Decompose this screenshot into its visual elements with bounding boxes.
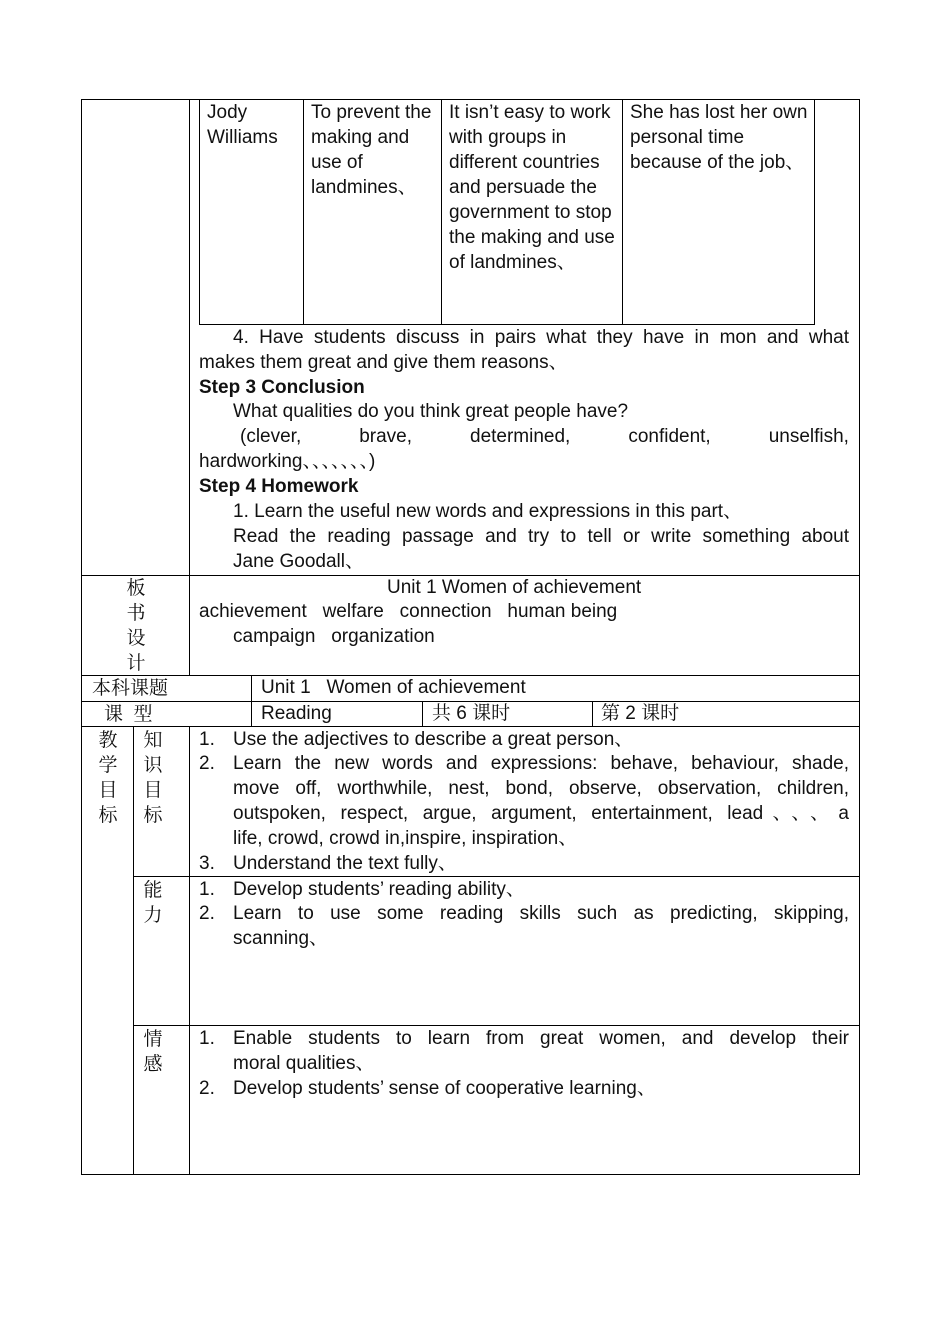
table-border	[133, 726, 134, 1175]
step3-question: What qualities do you think great people have?	[233, 401, 629, 422]
board-line1: achievement welfare connection human being	[199, 601, 618, 622]
table-border	[189, 99, 190, 676]
list-number: 1.	[199, 1028, 215, 1049]
quality-word: determined,	[470, 426, 571, 447]
step4-item1: 1. Learn the useful new words and expressions in this part、	[233, 501, 743, 522]
table-cell: Jody Williams	[207, 102, 278, 148]
list-item: Enable students to learn from great women, and develop their	[233, 1028, 849, 1049]
list-item: Understand the text fully、	[233, 853, 457, 874]
list-item: scanning、	[233, 928, 329, 949]
list-item: Learn to use some reading skills such as predicting, skipping,	[233, 903, 849, 924]
step4-heading: Step 4 Homework	[199, 476, 359, 497]
table-border	[251, 675, 252, 727]
table-border	[81, 99, 82, 1175]
list-item: Use the adjectives to describe a great person、	[233, 729, 634, 750]
step3-qualities-line2: hardworking、、、、、、、)	[199, 451, 376, 472]
list-number: 1.	[199, 729, 215, 750]
quality-word: brave,	[359, 426, 413, 447]
quality-word: confident,	[628, 426, 711, 447]
list-item: Learn the new words and expressions: behave, behaviour, shade,	[233, 753, 849, 774]
quality-word: unselfish,	[768, 426, 849, 447]
list-item: Develop students’ reading ability、	[233, 879, 525, 900]
quality-word: (clever,	[240, 426, 302, 447]
list-item: life, crowd, crowd in,inspire, inspiration、	[233, 828, 578, 849]
list-item: outspoken, respect, argue, argument, entertainment, lead、、、a	[233, 803, 849, 824]
list-number: 1.	[199, 879, 215, 900]
step2-item4-line2: makes them great and give them reasons、	[199, 352, 568, 373]
step4-item2-line1: Read the reading passage and try to tell or write something about	[233, 526, 849, 547]
objectives-label: 教 学 目 标	[98, 730, 118, 826]
total-lessons: 共 6 课时	[432, 703, 511, 724]
step2-item4-line1: 4. Have students discuss in pairs what they have in mon and what	[233, 327, 849, 348]
knowledge-label: 知 识 目 标	[143, 730, 163, 826]
list-number: 2.	[199, 1078, 215, 1099]
table-cell: To prevent the making and use of landmines、	[311, 102, 432, 198]
type-label: 课 型	[104, 704, 153, 725]
table-border	[189, 726, 190, 1175]
list-item: move off, worthwhile, nest, bond, observe, observation, children,	[233, 778, 849, 799]
board-label: 板 书 设 计	[126, 578, 146, 674]
board-line2: campaign organization	[233, 626, 435, 647]
list-number: 3.	[199, 853, 215, 874]
board-title: Unit 1 Women of achievement	[387, 577, 642, 598]
subject-label: 本科课题	[92, 678, 169, 699]
list-number: 2.	[199, 903, 215, 924]
table-border	[422, 701, 423, 727]
type-value: Reading	[261, 703, 332, 724]
table-border	[592, 701, 593, 727]
step3-qualities-line1	[240, 424, 849, 449]
subject-value: Unit 1 Women of achievement	[261, 677, 526, 698]
table-border	[81, 1174, 860, 1175]
list-item: moral qualities、	[233, 1053, 375, 1074]
table-cell: It isn’t easy to work with groups in different countries and persuade the government to stop the making and use of landmines、	[449, 102, 615, 273]
table-border	[859, 99, 860, 1175]
table-border	[814, 99, 815, 325]
list-item: Develop students’ sense of cooperative learning、	[233, 1078, 656, 1099]
step4-item2-line2: Jane Goodall、	[233, 551, 364, 572]
ability-label: 能 力	[143, 880, 163, 926]
lesson-number: 第 2 课时	[601, 703, 680, 724]
table-cell: She has lost her own personal time because of the job、	[630, 102, 808, 173]
list-number: 2.	[199, 753, 215, 774]
emotion-label: 情 感	[143, 1029, 163, 1075]
step3-heading: Step 3 Conclusion	[199, 377, 365, 398]
